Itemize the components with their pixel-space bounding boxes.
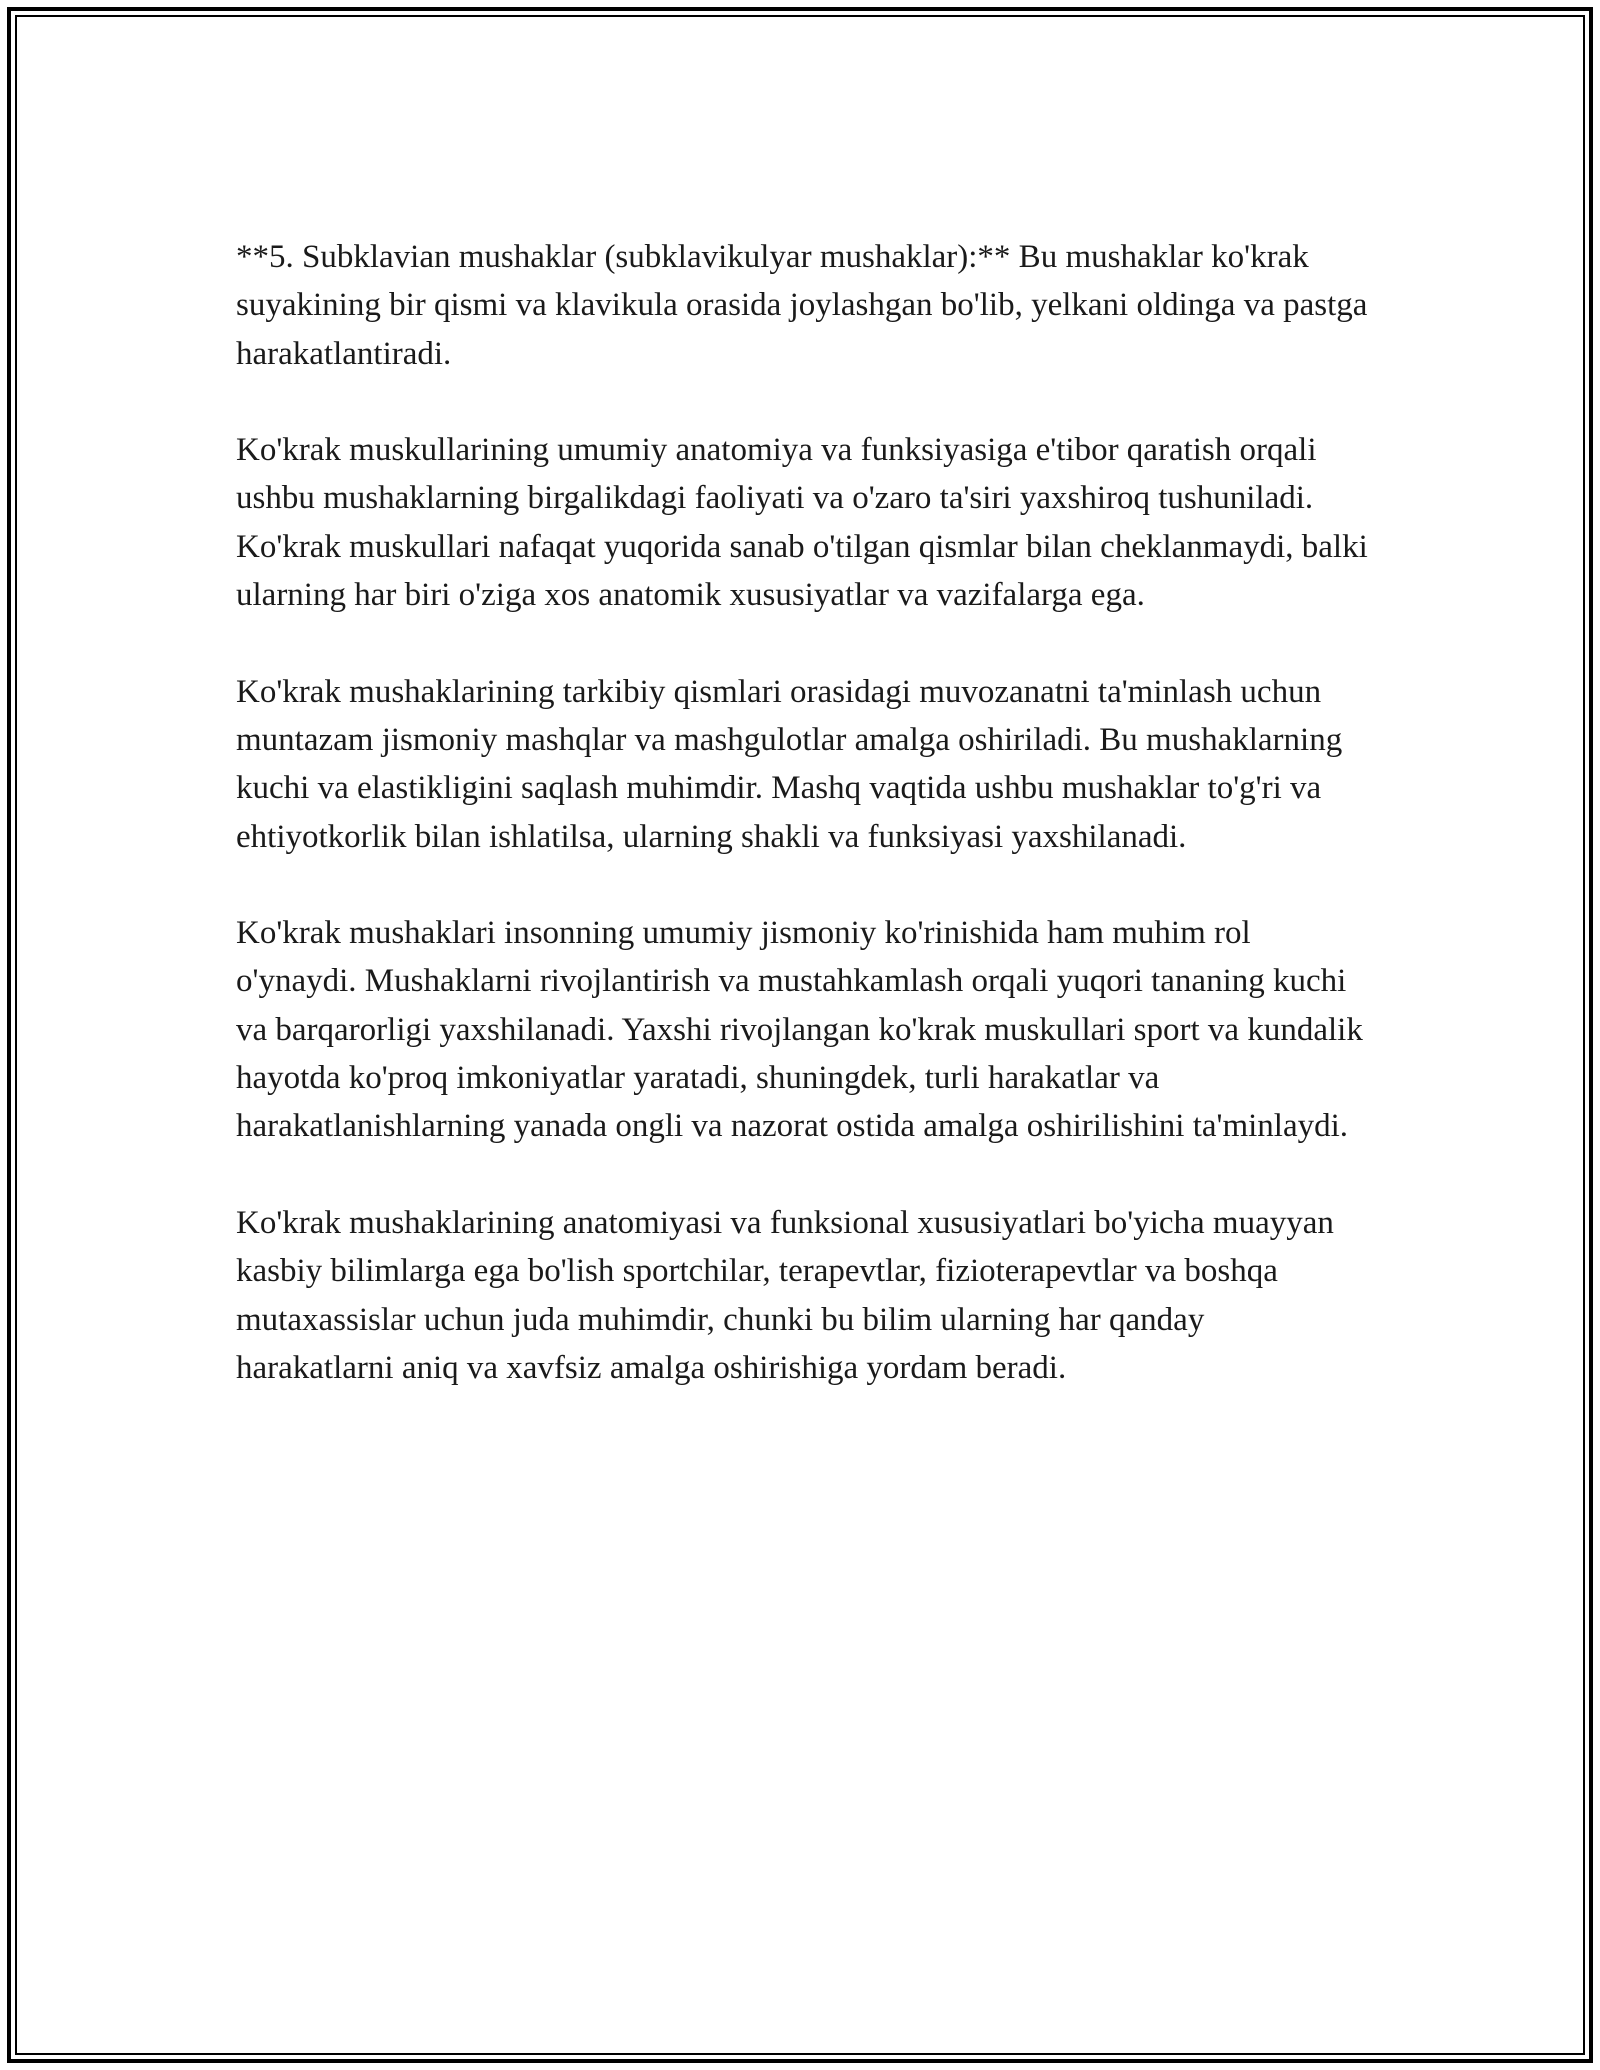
paragraph-anatomy-function: Ko'krak muskullarining umumiy anatomiya va funksiyasiga e'tibor qaratish orqali ushbu mushaklarning birgalikdagi faoliyati va o'zaro ta'siri yaxshiroq tushuniladi. Ko'krak muskullari nafaqat yuqorida sanab o'tilgan qismlar bilan cheklanmaydi, balki ularning har biri o'ziga xos anatomik xususiyatlar va vazifalarga ega. xyxy=(236,432,1368,614)
paragraph-professional-knowledge: Ko'krak mushaklarining anatomiyasi va funksional xususiyatlari bo'yicha muayyan kasbiy bilimlarga ega bo'lish sportchilar, terapevtlar, fizioterapevtlar va boshqa mutaxassislar uchun juda muhimdir, chunki bu bilim ularning har qanday harakatlarni aniq va xavfsiz amalga oshirishiga yordam beradi. xyxy=(236,1204,1334,1386)
document-body xyxy=(236,233,1370,1440)
paragraph-exercise-balance: Ko'krak mushaklarining tarkibiy qismlari orasidagi muvozanatni ta'minlash uchun muntazam jismoniy mashqlar va mashgulotlar amalga oshiriladi. Bu mushaklarning kuchi va elastikligini saqlash muhimdir. Mashq vaqtida ushbu mushaklar to'g'ri va ehtiyotkorlik bilan ishlatilsa, ularning shakli va funksiyasi yaxshilanadi. xyxy=(236,673,1343,855)
paragraph-physical-appearance: Ko'krak mushaklari insonning umumiy jismoniy ko'rinishida ham muhim rol o'ynaydi. Mushaklarni rivojlantirish va mustahkamlash orqali yuqori tananing kuchi va barqarorligi yaxshilanadi. Yaxshi rivojlangan ko'krak muskullari sport va kundalik hayotda ko'proq imkoniyatlar yaratadi, shuningdek, turli harakatlar va harakatlanishlarning yanada ongli va nazorat ostida amalga oshirilishini ta'minlaydi. xyxy=(236,915,1363,1145)
paragraph-subclavian: **5. Subklavian mushaklar (subklavikulyar mushaklar):** Bu mushaklar ko'krak suyakining bir qismi va klavikula orasida joylashgan bo'lib, yelkani oldinga va pastga harakatlantiradi. xyxy=(236,239,1368,372)
